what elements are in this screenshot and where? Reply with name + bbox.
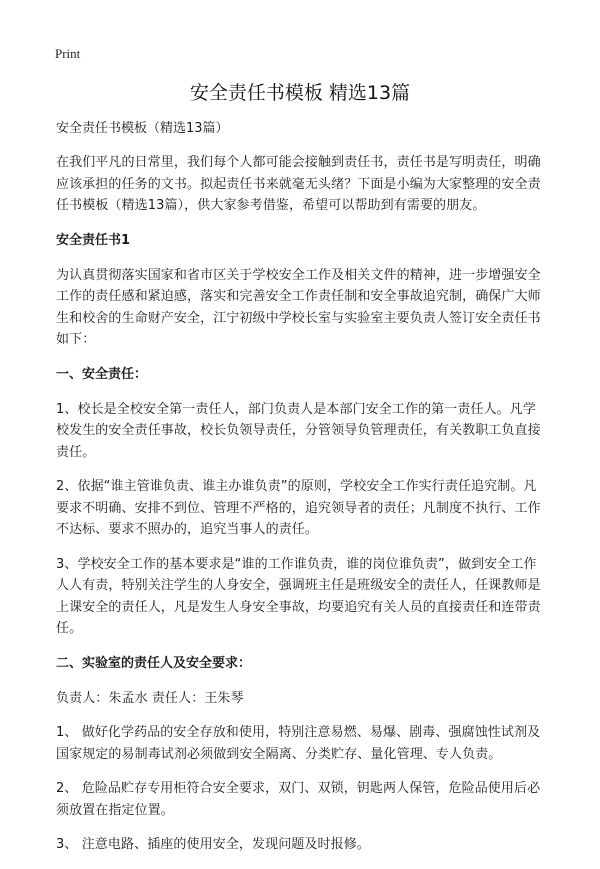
section1-paragraph: 为认真贯彻落实国家和省市区关于学校安全工作及相关文件的精神，进一步增强安全工作的责任感和紧迫感，落实和完善安全工作责任制和安全事故追究制，确保广大师生和校舍的生命财产安全，江宁初级中学校长室与实验室主要负责人签订安全责任书如下： bbox=[56, 267, 541, 347]
document-title: 安全责任书模板 精选13篇 bbox=[189, 82, 411, 104]
part1-item-3: 3、学校安全工作的基本要求是“谁的工作谁负责，谁的岗位谁负责”，做到安全工作人人有责，特别关注学生的人身安全，强调班主任是班级安全的责任人，任课教师是上课安全的责任人，凡是发生人身安全事故，均要追究有关人员的直接责任和连带责任。 bbox=[56, 556, 541, 636]
part2-heading: 二、实验室的责任人及安全要求： bbox=[56, 655, 252, 671]
responsible-line: 负责人：朱孟水 责任人：王朱琴 bbox=[56, 690, 244, 706]
part2-item-1: 1、 做好化学药品的安全存放和使用，特别注意易燃、易爆、剧毒、强腐蚀性试剂及国家规定的易制毒试剂必须做到安全隔离、分类贮存、量化管理、专人负责。 bbox=[56, 725, 541, 762]
section1-heading: 安全责任书1 bbox=[56, 232, 131, 248]
intro-paragraph: 在我们平凡的日常里，我们每个人都可能会接触到责任书，责任书是写明责任，明确应该承担的任务的文书。拟起责任书来就毫无头绪？下面是小编为大家整理的安全责任书模板（精选13篇），供大家参考借鉴，希望可以帮助到有需要的朋友。 bbox=[56, 155, 541, 213]
print-label: Print bbox=[55, 46, 81, 61]
part2-item-3: 3、 注意电路、插座的使用安全，发现问题及时报修。 bbox=[56, 837, 370, 852]
part1-item-2: 2、依据“谁主管谁负责、谁主办谁负责”的原则，学校安全工作实行责任追究制。凡要求不明确、安排不到位、管理不严格的，追究领导者的责任；凡制度不执行、工作不达标、要求不照办的，追究当事人的责任。 bbox=[56, 479, 541, 537]
part1-item-1: 1、校长是全校安全第一责任人，部门负责人是本部门安全工作的第一责任人。凡学校发生的安全责任事故，校长负领导责任，分管领导负管理责任，有关教职工负直接责任。 bbox=[56, 401, 541, 460]
part1-heading: 一、安全责任： bbox=[56, 366, 148, 382]
document-subtitle: 安全责任书模板（精选13篇） bbox=[56, 121, 229, 136]
document-body bbox=[56, 118, 548, 869]
part2-item-2: 2、 危险品贮存专用柜符合安全要求，双门、双锁，钥匙两人保管，危险品使用后必须放置在指定位置。 bbox=[56, 781, 541, 818]
